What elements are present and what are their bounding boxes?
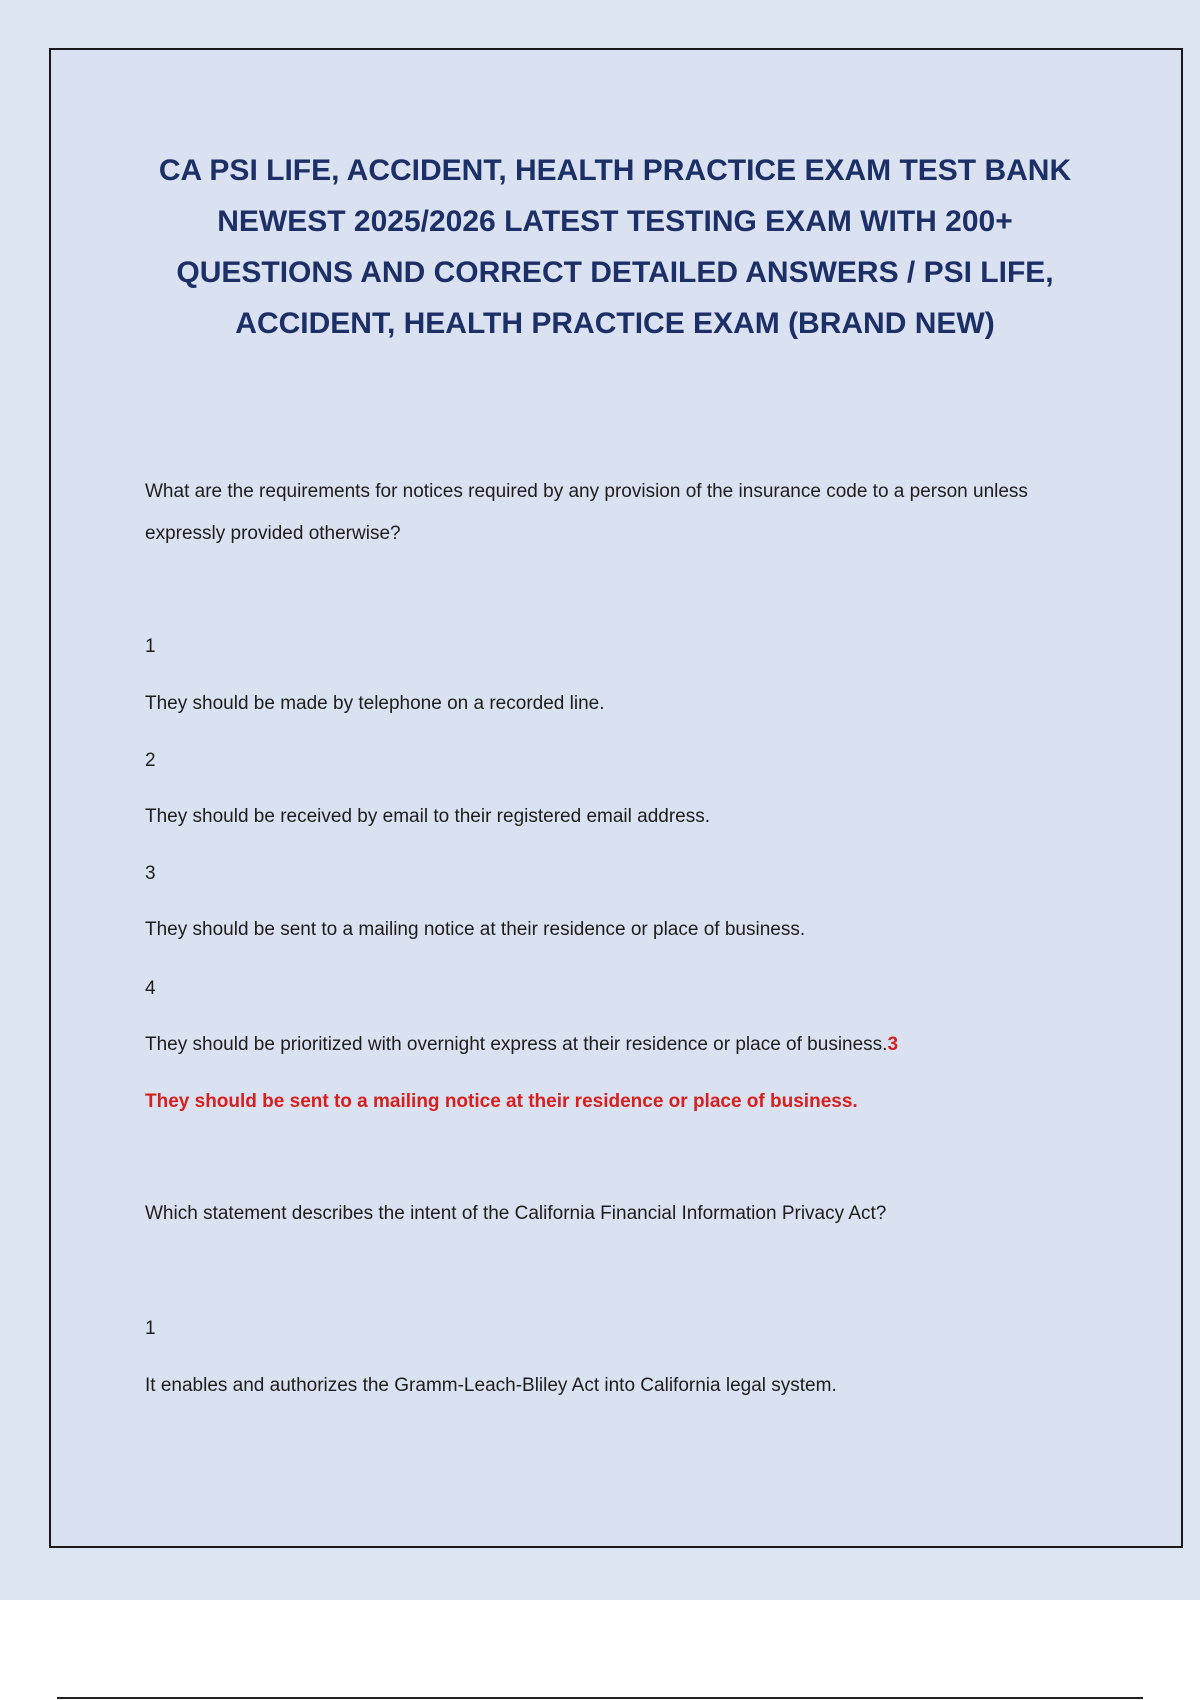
question-1-answer-text: They should be sent to a mailing notice at their residence or place of business.	[145, 1091, 858, 1112]
question-2-option-1-text: It enables and authorizes the Gramm-Leach-Bliley Act into California legal system.	[145, 1375, 837, 1396]
question-2-option-1-number: 1	[145, 1318, 156, 1339]
document-title: CA PSI LIFE, ACCIDENT, HEALTH PRACTICE EXAM TEST BANK NEWEST 2025/2026 LATEST TESTING EXAM WITH 200+ QUESTIONS AND CORRECT DETAILED ANSWERS / PSI LIFE, ACCIDENT, HEALTH PRACTICE EXAM (BRAND NEW)	[158, 154, 1072, 340]
question-1-option-1-text: They should be made by telephone on a recorded line.	[145, 693, 605, 714]
question-1-option-4-text: They should be prioritized with overnight express at their residence or place of business.	[145, 1034, 888, 1055]
question-1-option-3-text: They should be sent to a mailing notice at their residence or place of business.	[145, 919, 806, 940]
footer-divider	[57, 1697, 1143, 1699]
question-1-answer-number: 3	[887, 1034, 899, 1055]
question-1-option-3-number: 3	[145, 863, 156, 884]
question-1-option-4-number: 4	[145, 978, 156, 999]
question-1-option-4-line	[145, 1034, 1065, 1056]
question-1-option-2-number: 2	[145, 750, 156, 771]
question-2-text: Which statement describes the intent of the California Financial Information Privacy Act?	[145, 1203, 887, 1224]
question-1-text: What are the requirements for notices required by any provision of the insurance code to a person unless expressly provided otherwise?	[145, 481, 1028, 544]
question-1-option-2-text: They should be received by email to their registered email address.	[145, 806, 711, 827]
question-1-option-1-number: 1	[145, 636, 156, 657]
